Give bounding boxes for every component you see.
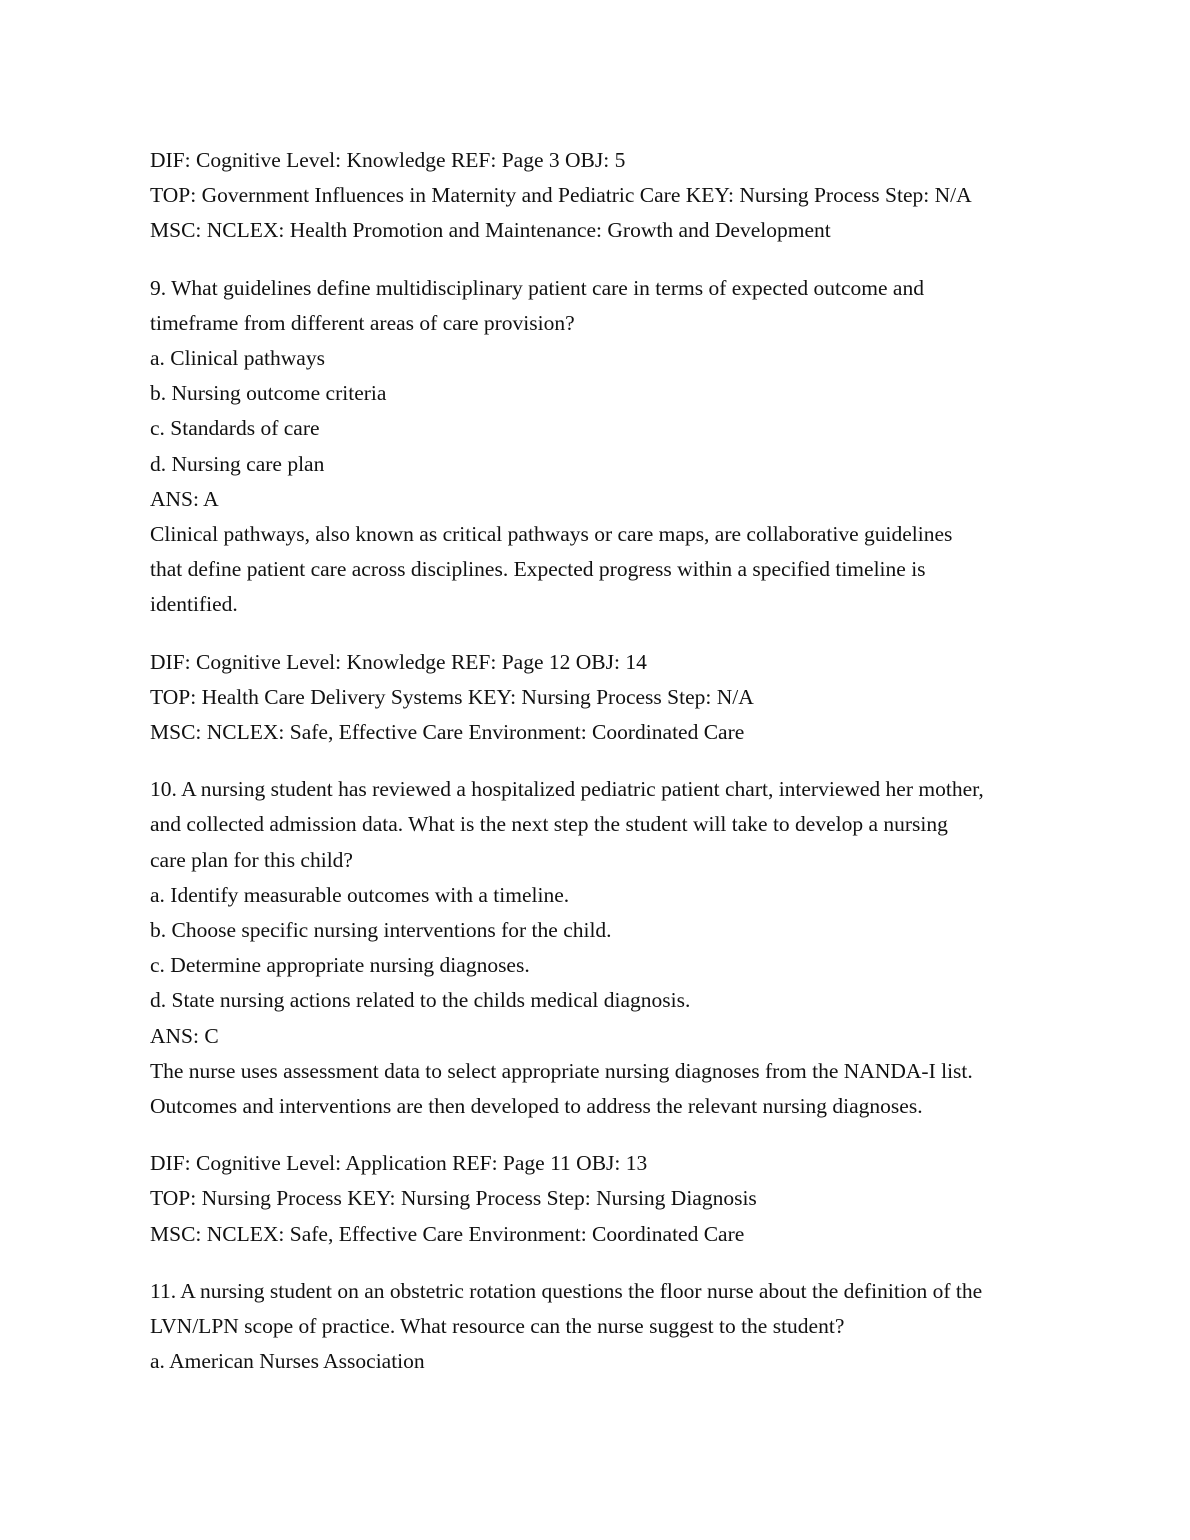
question-stem: and collected admission data. What is the next step the student will take to develop a nursing xyxy=(150,812,948,837)
answer-key: ANS: A xyxy=(150,486,219,511)
question-meta xyxy=(150,143,1050,249)
meta-msc: MSC: NCLEX: Health Promotion and Maintenance: Growth and Development xyxy=(150,218,831,243)
meta-top: TOP: Health Care Delivery Systems KEY: Nursing Process Step: N/A xyxy=(150,684,754,709)
meta-dif: DIF: Cognitive Level: Knowledge REF: Page 12 OBJ: 14 xyxy=(150,649,647,674)
answer-option-d: d. Nursing care plan xyxy=(150,451,325,476)
meta-top: TOP: Nursing Process KEY: Nursing Process Step: Nursing Diagnosis xyxy=(150,1186,757,1211)
rationale: The nurse uses assessment data to select appropriate nursing diagnoses from the NANDA-I list. xyxy=(150,1058,973,1083)
rationale: identified. xyxy=(150,592,238,617)
question-meta xyxy=(150,1146,1050,1252)
question-stem: care plan for this child? xyxy=(150,847,353,872)
answer-option-d: d. State nursing actions related to the childs medical diagnosis. xyxy=(150,988,691,1013)
rationale: Outcomes and interventions are then developed to address the relevant nursing diagnoses. xyxy=(150,1094,923,1119)
meta-msc: MSC: NCLEX: Safe, Effective Care Environment: Coordinated Care xyxy=(150,720,745,745)
rationale: Clinical pathways, also known as critical pathways or care maps, are collaborative guidelines xyxy=(150,522,953,547)
question-10 xyxy=(150,772,1050,1124)
answer-option-a: a. Identify measurable outcomes with a timeline. xyxy=(150,882,570,907)
answer-option-c: c. Determine appropriate nursing diagnoses. xyxy=(150,953,530,978)
question-stem: LVN/LPN scope of practice. What resource can the nurse suggest to the student? xyxy=(150,1314,845,1339)
meta-dif: DIF: Cognitive Level: Application REF: Page 11 OBJ: 13 xyxy=(150,1151,648,1176)
document-page xyxy=(150,143,1050,1380)
question-stem: timeframe from different areas of care provision? xyxy=(150,310,575,335)
meta-msc: MSC: NCLEX: Safe, Effective Care Environment: Coordinated Care xyxy=(150,1221,745,1246)
answer-option-a: a. American Nurses Association xyxy=(150,1349,425,1374)
answer-option-b: b. Choose specific nursing interventions for the child. xyxy=(150,918,612,943)
answer-key: ANS: C xyxy=(150,1023,219,1048)
rationale: that define patient care across disciplines. Expected progress within a specified timeline is xyxy=(150,557,926,582)
meta-dif: DIF: Cognitive Level: Knowledge REF: Page 3 OBJ: 5 xyxy=(150,148,626,172)
question-meta xyxy=(150,645,1050,751)
question-stem: 11. A nursing student on an obstetric rotation questions the floor nurse about the definition of the xyxy=(150,1278,983,1303)
question-11 xyxy=(150,1274,1050,1380)
answer-option-c: c. Standards of care xyxy=(150,416,320,441)
answer-option-a: a. Clinical pathways xyxy=(150,346,325,371)
question-9 xyxy=(150,271,1050,623)
question-stem: 10. A nursing student has reviewed a hospitalized pediatric patient chart, interviewed her mother, xyxy=(150,777,984,802)
meta-top: TOP: Government Influences in Maternity and Pediatric Care KEY: Nursing Process Step: N/A xyxy=(150,183,972,208)
answer-option-b: b. Nursing outcome criteria xyxy=(150,381,387,406)
question-stem: 9. What guidelines define multidisciplinary patient care in terms of expected outcome and xyxy=(150,275,924,300)
